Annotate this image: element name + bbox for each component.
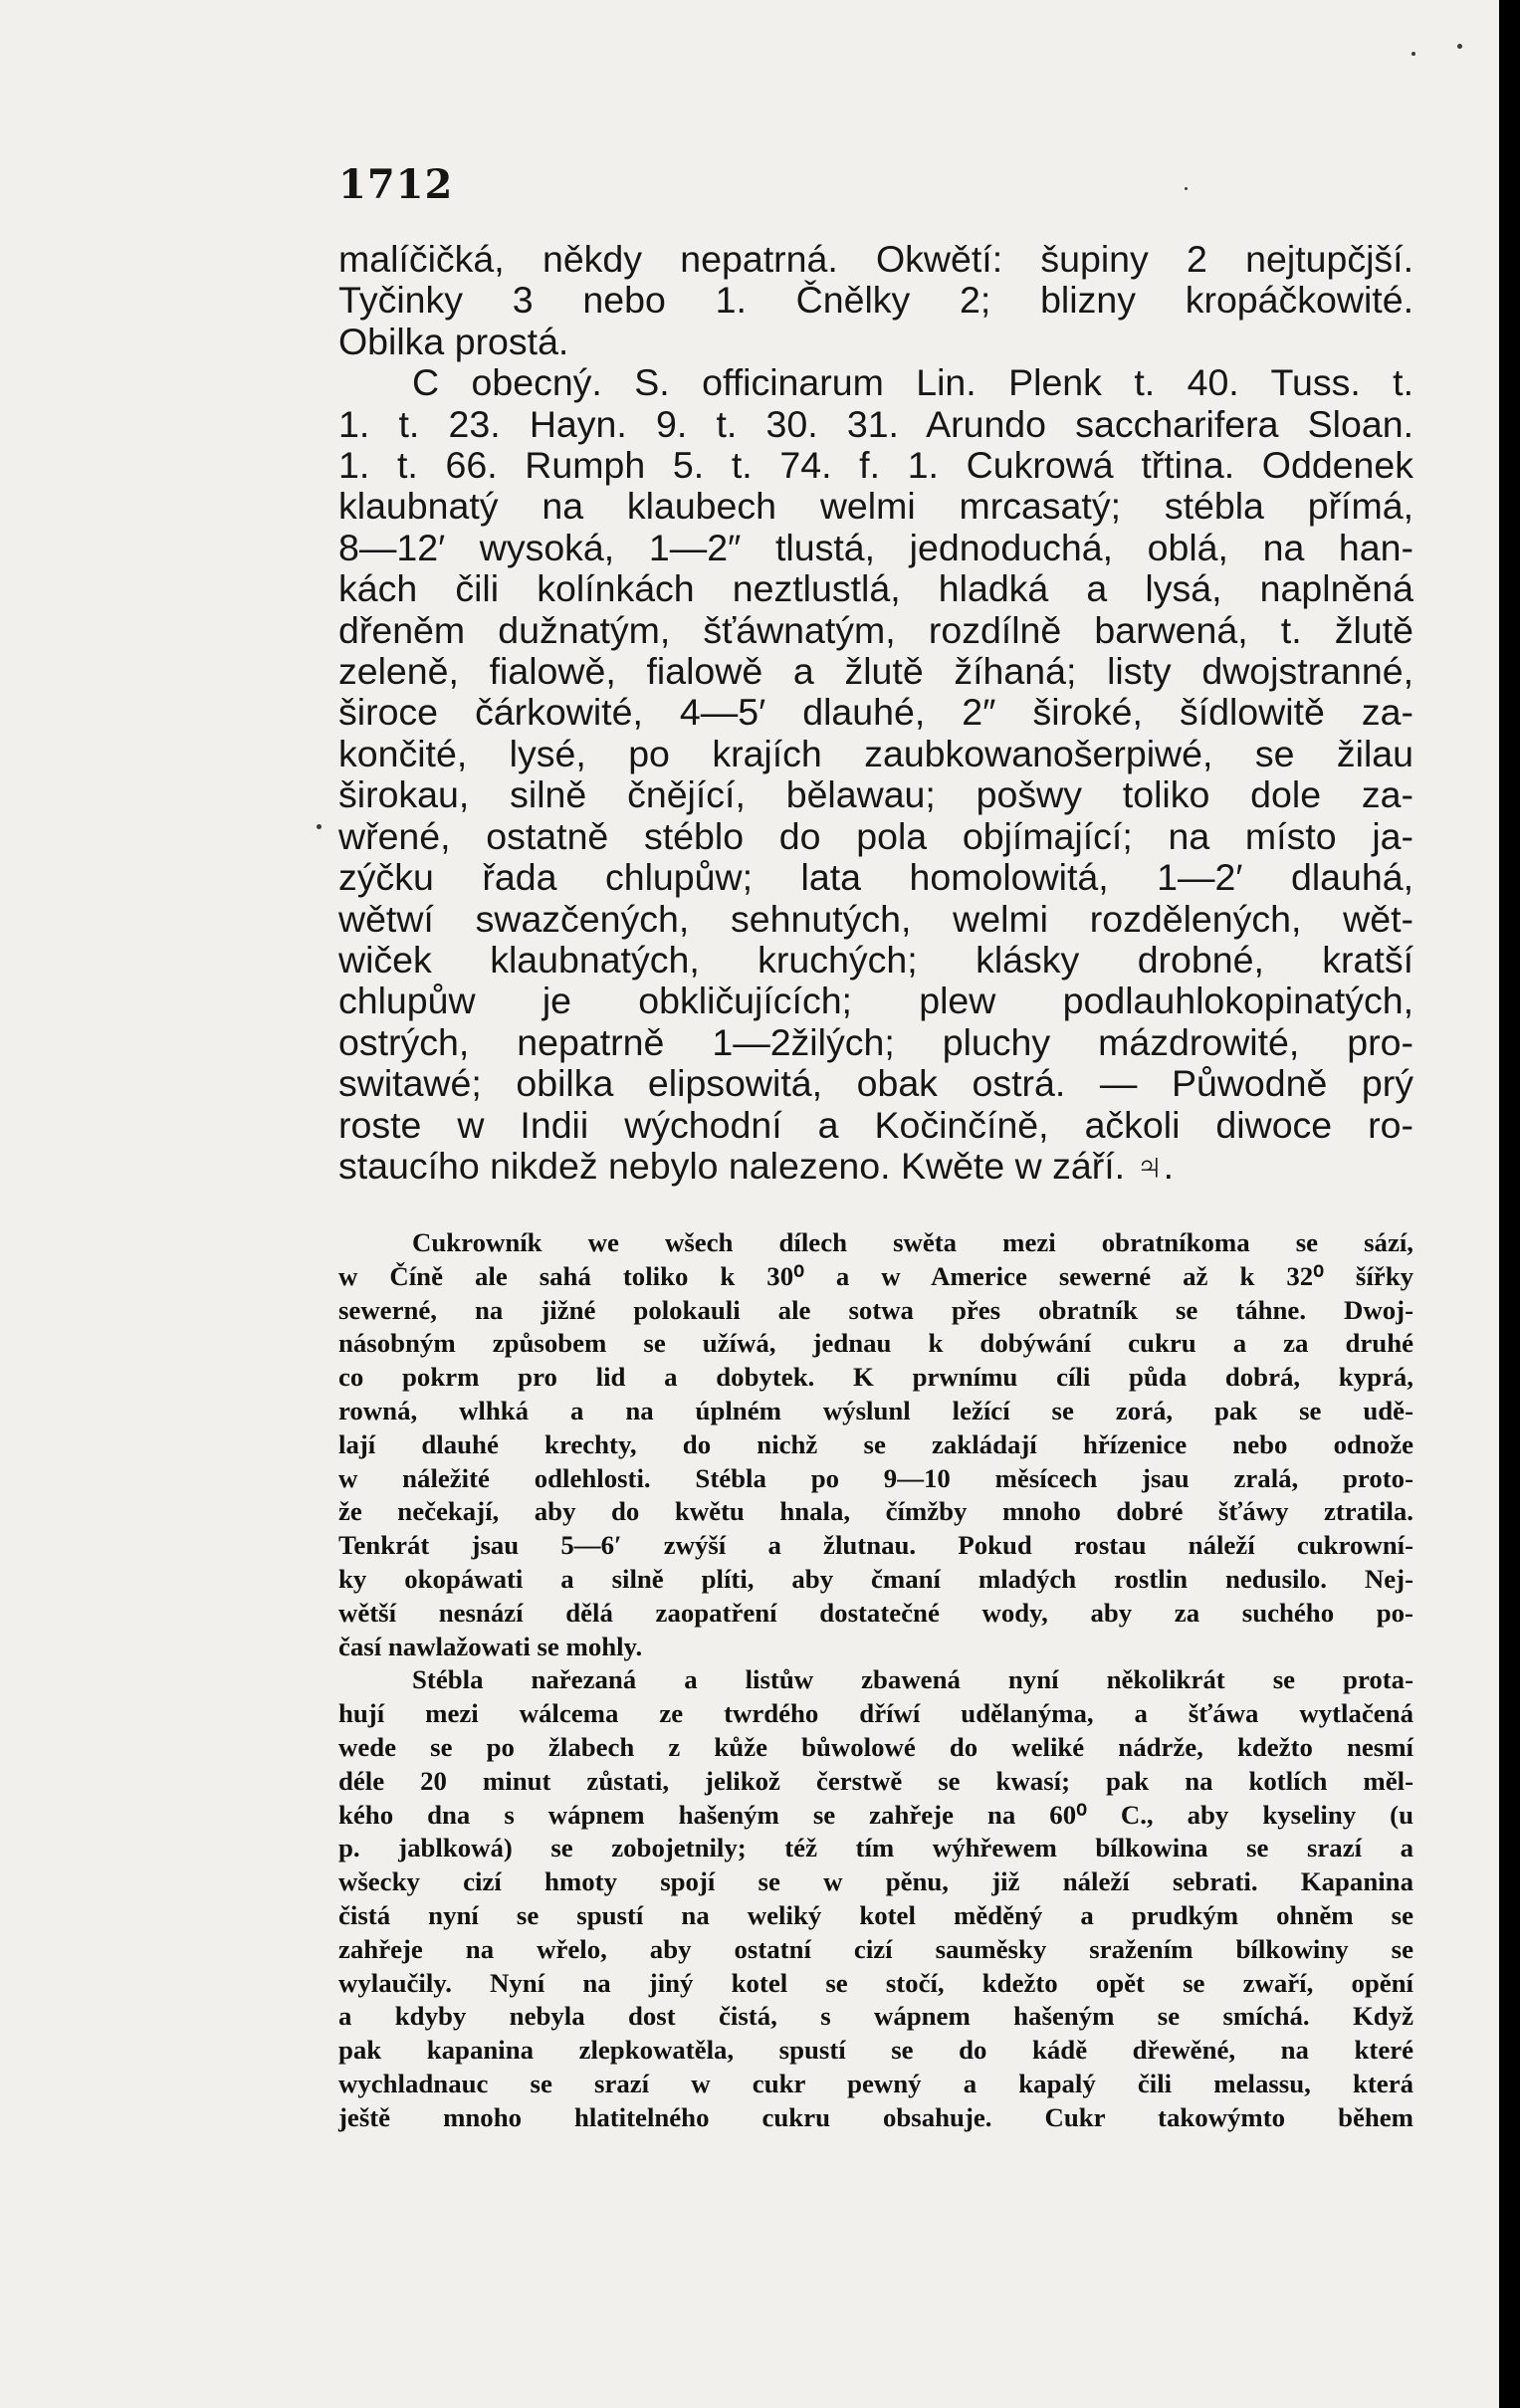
note-text-line: w Číně ale sahá toliko k 30⁰ a w Americe sewerné až k 32⁰ šířky <box>338 1260 1413 1291</box>
main-text-line: široce čárkowité, 4—5′ dlauhé, 2″ široké, šídlowitě za- <box>338 691 1413 734</box>
main-text-line: switawé; obilka elipsowitá, obak ostrá. — Půwodně prý <box>338 1062 1413 1105</box>
note-text-line: wede se po žlabech z kůže bůwolowé do weliké nádrže, kdežto nesmí <box>338 1731 1413 1762</box>
note-text-line: wylaučily. Nyní na jiný kotel se stočí, kdežto opět se zwaří, opění <box>338 1967 1413 1998</box>
main-text-line: Obilka prostá. <box>338 320 569 362</box>
note-text-line: wychladnauc se srazí w cukr pewný a kapalý čili melassu, která <box>338 2068 1413 2098</box>
main-text-line: zýčku řada chlupůw; lata homolowitá, 1—2′ dlauhá, <box>338 856 1413 899</box>
footnote-text-block <box>338 1226 1413 2135</box>
main-text-line: chlupůw je obkličujících; plew podlauhlokopinatých, <box>338 980 1413 1022</box>
paper-speck <box>1185 187 1188 190</box>
note-text-line: rowná, wlhká a na úplném wýslunl ležící se zorá, pak se udě- <box>338 1395 1413 1425</box>
note-text-line: lají dlauhé krechty, do nichž se zakládají hřízenice nebo odnože <box>338 1428 1413 1459</box>
note-text-line: co pokrm pro lid a dobytek. K prwnímu cíli půda dobrá, kyprá, <box>338 1362 1413 1393</box>
note-text-line: že nečekají, aby do kwětu hnala, čímžby mnoho dobré šťáwy ztratila. <box>338 1496 1413 1527</box>
note-text-line: čistá nyní se spustí na weliký kotel měděný a prudkým ohněm se <box>338 1899 1413 1930</box>
main-text-line: ostrých, nepatrně 1—2žilých; pluchy mázdrowité, pro- <box>338 1020 1413 1063</box>
main-text-line: dřeněm dužnatým, šťáwnatým, rozdílně barwená, t. žlutě <box>338 608 1413 651</box>
main-text-line: wřené, ostatně stéblo do pola objímající; na místo ja- <box>338 814 1413 857</box>
note-text-line: déle 20 minut zůstati, jelikož čerstwě se kwasí; pak na kotlích měl- <box>338 1765 1413 1796</box>
main-text-line: C obecný. S. officinarum Lin. Plenk t. 40. Tuss. t. <box>412 361 1413 404</box>
main-text-line: širokau, silně čnějící, bělawau; pošwy toliko dole za- <box>338 773 1413 816</box>
note-text-line: kého dna s wápnem hašeným se zahřeje na 60⁰ C., aby kyseliny (u <box>338 1799 1413 1830</box>
note-text-line: hují mezi wálcema ze twrdého dříwí udělanýma, a šťáwa wytlačená <box>338 1698 1413 1729</box>
main-text-line: wiček klaubnatých, kruchých; klásky drobné, kratší <box>338 938 1413 981</box>
note-text-line: w náležité odlehlosti. Stébla po 9—10 měsícech jsau zralá, proto- <box>338 1462 1413 1493</box>
note-text-line: wětší nesnází dělá zaopatření dostatečné wody, aby za suchého po- <box>338 1597 1413 1628</box>
paper-speck <box>1411 52 1415 56</box>
paper-speck <box>317 824 322 829</box>
paper-speck <box>1457 44 1462 49</box>
main-text-line: zeleně, fialowě, fialowě a žlutě žíhaná; listy dwojstranné, <box>338 650 1413 693</box>
main-text-line: končité, lysé, po krajích zaubkowanošerpiwé, se žilau <box>338 732 1413 774</box>
main-text-line: roste w Indii wýchodní a Kočinčíně, ačkoli diwoce ro- <box>338 1103 1413 1146</box>
page-number: 1712 <box>338 161 454 208</box>
note-text-line: sewerné, na jižné polokauli ale sotwa přes obratník se táhne. Dwoj- <box>338 1294 1413 1325</box>
note-text-line: Stébla nařezaná a listůw zbawená nyní několikrát se prota- <box>412 1664 1413 1695</box>
main-text-line: wětwí swazčených, sehnutých, welmi rozdělených, wět- <box>338 897 1413 940</box>
main-text-line: 1. t. 23. Hayn. 9. t. 30. 31. Arundo saccharifera Sloan. <box>338 402 1413 445</box>
note-text-line: ještě mnoho hlatitelného cukru obsahuje. Cukr takowýmto během <box>338 2101 1413 2132</box>
note-text-line: ky okopáwati a silně plíti, aby čmaní mladých rostlin nedusilo. Nej- <box>338 1563 1413 1594</box>
main-text-line: 8—12′ wysoká, 1—2″ tlustá, jednoduchá, oblá, na han- <box>338 526 1413 568</box>
main-text-block <box>338 239 1413 1187</box>
note-text-line: Cukrowník we wšech dílech swěta mezi obratníkoma se sází, <box>412 1227 1413 1257</box>
main-text-line: Tyčinky 3 nebo 1. Čnělky 2; blizny kropáčkowité. <box>338 279 1413 322</box>
main-text-line: staucího nikdež nebylo nalezeno. Kwěte w září. ♃. <box>338 1144 1175 1187</box>
main-text-line: malíčičká, někdy nepatrná. Okwětí: šupiny 2 nejtupčjší. <box>338 238 1413 280</box>
note-text-line: násobným způsobem se užíwá, jednau k dobýwání cukru a za druhé <box>338 1328 1413 1359</box>
note-text-line: Tenkrát jsau 5—6′ zwýší a žlutnau. Pokud rostau náleží cukrowní- <box>338 1530 1413 1561</box>
note-text-line: pak kapanina zlepkowatěla, spustí se do kádě dřewěné, na které <box>338 2035 1413 2066</box>
main-text-line: klaubnatý na klaubech welmi mrcasatý; stébla přímá, <box>338 485 1413 528</box>
note-text-line: časí nawlažowati se mohly. <box>338 1631 643 1661</box>
main-text-line: kách čili kolínkách neztlustlá, hladká a lysá, naplněná <box>338 567 1413 610</box>
note-text-line: a kdyby nebyla dost čistá, s wápnem hašeným se smíchá. Když <box>338 2001 1413 2032</box>
note-text-line: zahřeje na wřelo, aby ostatní cizí sauměsky sražením bílkowiny se <box>338 1933 1413 1964</box>
main-text-line: 1. t. 66. Rumph 5. t. 74. f. 1. Cukrowá třtina. Oddenek <box>338 444 1413 487</box>
note-text-line: wšecky cizí hmoty spojí se w pěnu, již náleží sebrati. Kapanina <box>338 1866 1413 1897</box>
note-text-line: p. jablkowá) se zobojetnily; též tím wýhřewem bílkowina se srazí a <box>338 1833 1413 1863</box>
